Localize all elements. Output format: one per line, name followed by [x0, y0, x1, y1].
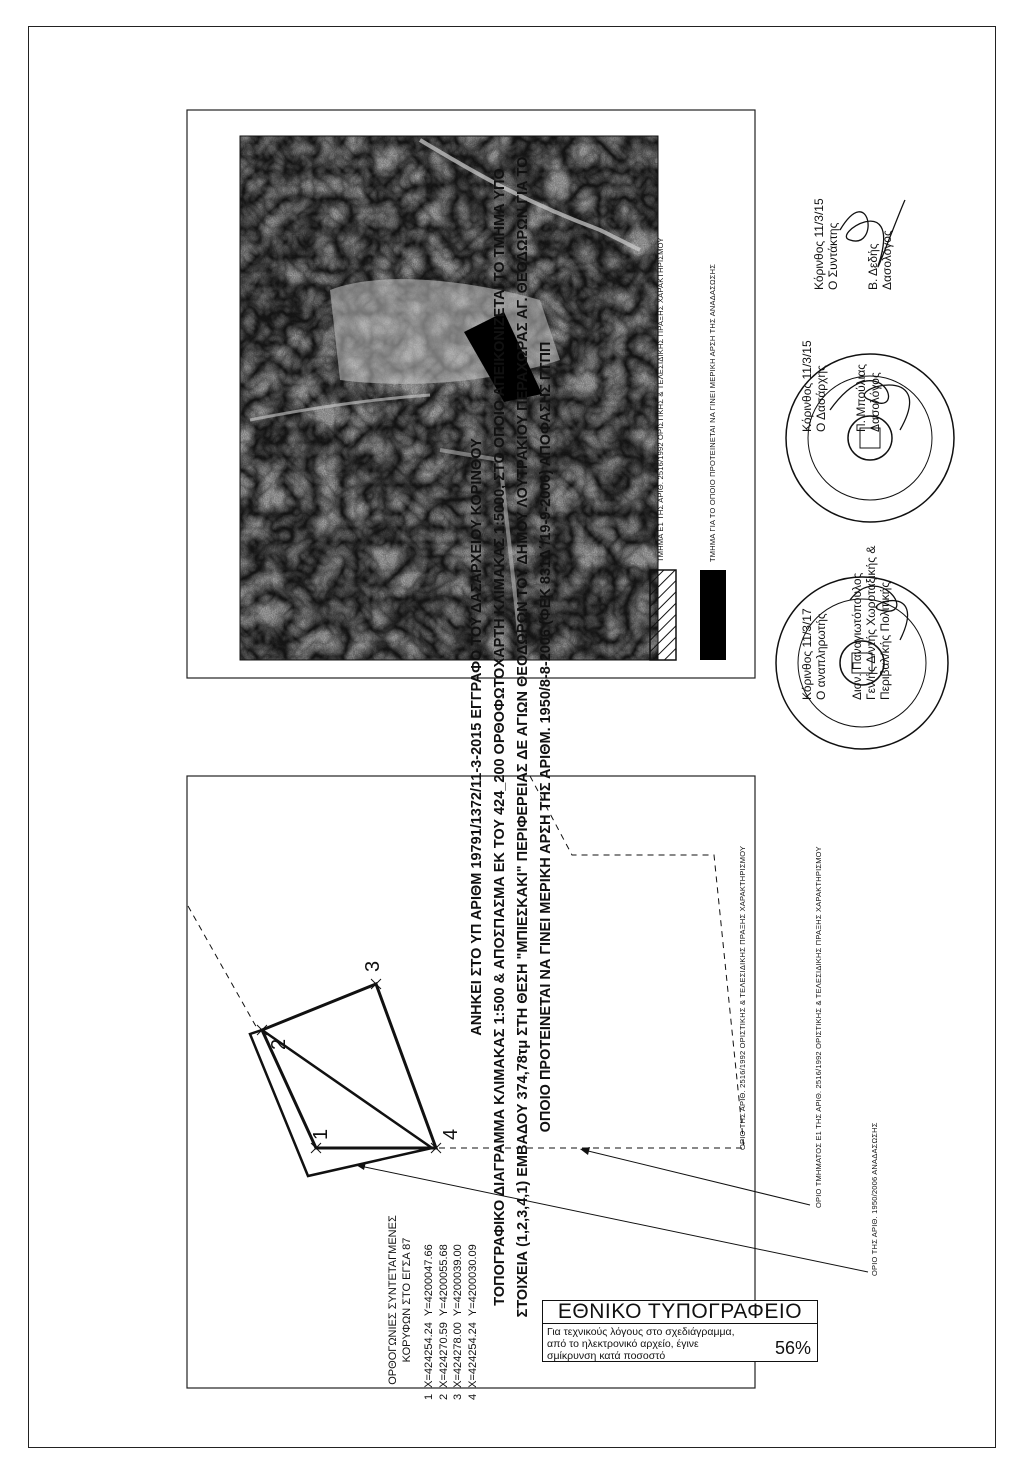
orthophoto-image: [240, 136, 658, 660]
coordinates-heading-1: ΟΡΘΟΓΩΝΙΕΣ ΣΥΝΤΕΤΑΓΜΕΝΕΣ: [387, 1215, 399, 1385]
coordinate-row: 4X=424254.24Y=4200030.09: [466, 1244, 479, 1400]
plan-parcel-polygon: [262, 984, 436, 1148]
plan-legend-e1: ΟΡΙΟ ΤΜΗΜΑΤΟΣ Ε1 ΤΗΣ ΑΡΙΘ. 2516/1992 ΟΡΙΣΤΙΚΗΣ & ΤΕΛΕΣΙΔΙΚΗΣ ΠΡΑΞΗΣ ΧΑΡΑΚΤΗΡΙΣΜΟΥ: [814, 846, 823, 1208]
stamp-text: Για τεχνικούς λόγους στο σχεδιάγραμμα, από το ηλεκτρονικό αρχείο, έγινε σμίκρυνση κατά ποσοστό: [547, 1326, 735, 1362]
signature-block-2: Κόρινθος 11/3/15 Ο Δασάρχης Π. Μπούλιας Δασολόγος: [800, 340, 882, 432]
plan-vertex-marks: [257, 979, 441, 1153]
title-line-3: ΣΤΟΙΧΕΙΑ (1,2,3,4,1) ΕΜΒΑΔΟΥ 374,78τμ ΣΤΗ ΘΕΣΗ "ΜΠΙΕΣΚΑΚΙ" ΠΕΡΙΦΕΡΕΙΑΣ ΔΕ ΑΓΙΩΝ ΘΕΟΔΩΡΩΝ ΤΟΥ ΔΗΜΟΥ ΛΟΥΤΡΑΚΙΟΥ ΠΕΡΑΧΩΡΑΣ ΑΓ. ΘΕΟΔΩΡΩΝ ΓΙΑ ΤΟ: [515, 156, 531, 1318]
coordinate-row: 3X=424278.00Y=4200039.00: [452, 1244, 464, 1400]
plan-legend-e1-dashed: ΟΡΙΟ ΤΗΣ ΑΡΙΘ. 2516/1992 ΟΡΙΣΤΙΚΗΣ & ΤΕΛΕΣΙΔΙΚΗΣ ΠΡΑΞΗΣ ΧΑΡΑΚΤΗΡΙΣΜΟΥ: [738, 845, 747, 1150]
legend-solid-swatch: [700, 570, 726, 660]
title-line-2: ΤΟΠΟΓΡΑΦΙΚΟ ΔΙΑΓΡΑΜΜΑ ΚΛΙΜΑΚΑΣ 1:500 & ΑΠΟΣΠΑΣΜΑ ΕΚ ΤΟΥ 424_200 ΟΡΘΟΦΩΤΟΧΑΡΤΗ ΚΛΙΜΑΚΑΣ 1:5000, ΣΤΟ ΟΠΟΙΟ ΑΠΕΙΚΟΝΙΖΕΤΑΙ ΤΟ ΤΜΗΜΑ ΥΠΟ: [492, 168, 508, 1306]
coordinates-heading-2: ΚΟΡΥΦΩΝ ΣΤΟ ΕΓΣΑ 87: [401, 1237, 413, 1363]
vertex-label-1: 1: [310, 1128, 332, 1140]
stamp-percent: 56%: [774, 1338, 811, 1358]
coordinates-table: [386, 1200, 480, 1400]
ortho-legend-hatched: ΤΜΗΜΑ Ε1 ΤΗΣ ΑΡΙΘ. 2516/1992 ΟΡΙΣΤΙΚΗΣ & ΤΕΛΕΣΙΔΙΚΗΣ ΠΡΑΞΗΣ ΧΑΡΑΚΤΗΡΙΣΜΟΥ: [656, 237, 665, 562]
signature-block-1: Κόρινθος 11/3/15 Ο Συντάκτης Β. Δεδής Δασολόγος: [812, 198, 894, 290]
vertex-label-2: 2: [268, 1038, 290, 1050]
coordinate-row: 1X=424254.24Y=4200047.66: [423, 1244, 435, 1400]
plan-legend-1950: ΟΡΙΟ ΤΗΣ ΑΡΙΘ. 1950/2006 ΑΝΑΔΑΣΩΣΗΣ: [870, 1122, 879, 1276]
stamp-title: ΕΘΝΙΚΟ ΤΥΠΟΓΡΑΦΕΙΟ: [543, 1301, 817, 1324]
signature-block-3: Κόρινθος 11/3/17 Ο αναπληρωτής Διον. Παναγιωτόπουλος Γεν/ής Δ/ντής Χωροταξικής & Περιβαλ/κής Πολιτικής: [800, 545, 892, 700]
coordinate-row: 2X=424270.59Y=4200055.68: [437, 1244, 450, 1400]
vertex-label-4: 4: [440, 1128, 462, 1140]
title-line-1: ΑΝΗΚΕΙ ΣΤΟ ΥΠ ΑΡΙΘΜ 19791/1372/11-3-2015 ΕΓΓΡΑΦΟ ΤΟΥ ΔΑΣΑΡΧΕΙΟΥ ΚΟΡΙΝΘΟΥ: [469, 438, 485, 1036]
vertex-label-3: 3: [362, 960, 384, 972]
plan-reforestation-outline: [250, 1030, 432, 1176]
title-block: [466, 77, 558, 1397]
title-line-4: ΟΠΟΙΟ ΠΡΟΤΕΙΝΕΤΑΙ ΝΑ ΓΙΝΕΙ ΜΕΡΙΚΗ ΑΡΣΗ ΤΗΣ ΑΡΙΘΜ. 1950/8-8-2006 (ΦΕΚ 831Δ΄/19-9-2006) ΑΠΟΦΑΣΗΣ ΓΤΠΠ: [538, 341, 554, 1133]
legend-hatched-swatch: [650, 570, 676, 660]
ortho-legend-solid: ΤΜΗΜΑ ΓΙΑ ΤΟ ΟΠΟΙΟ ΠΡΟΤΕΙΝΕΤΑΙ ΝΑ ΓΙΝΕΙ ΜΕΡΙΚΗ ΑΡΣΗ ΤΗΣ ΑΝΑΔΑΣΩΣΗΣ: [708, 263, 717, 562]
national-printing-stamp: [542, 1300, 818, 1362]
